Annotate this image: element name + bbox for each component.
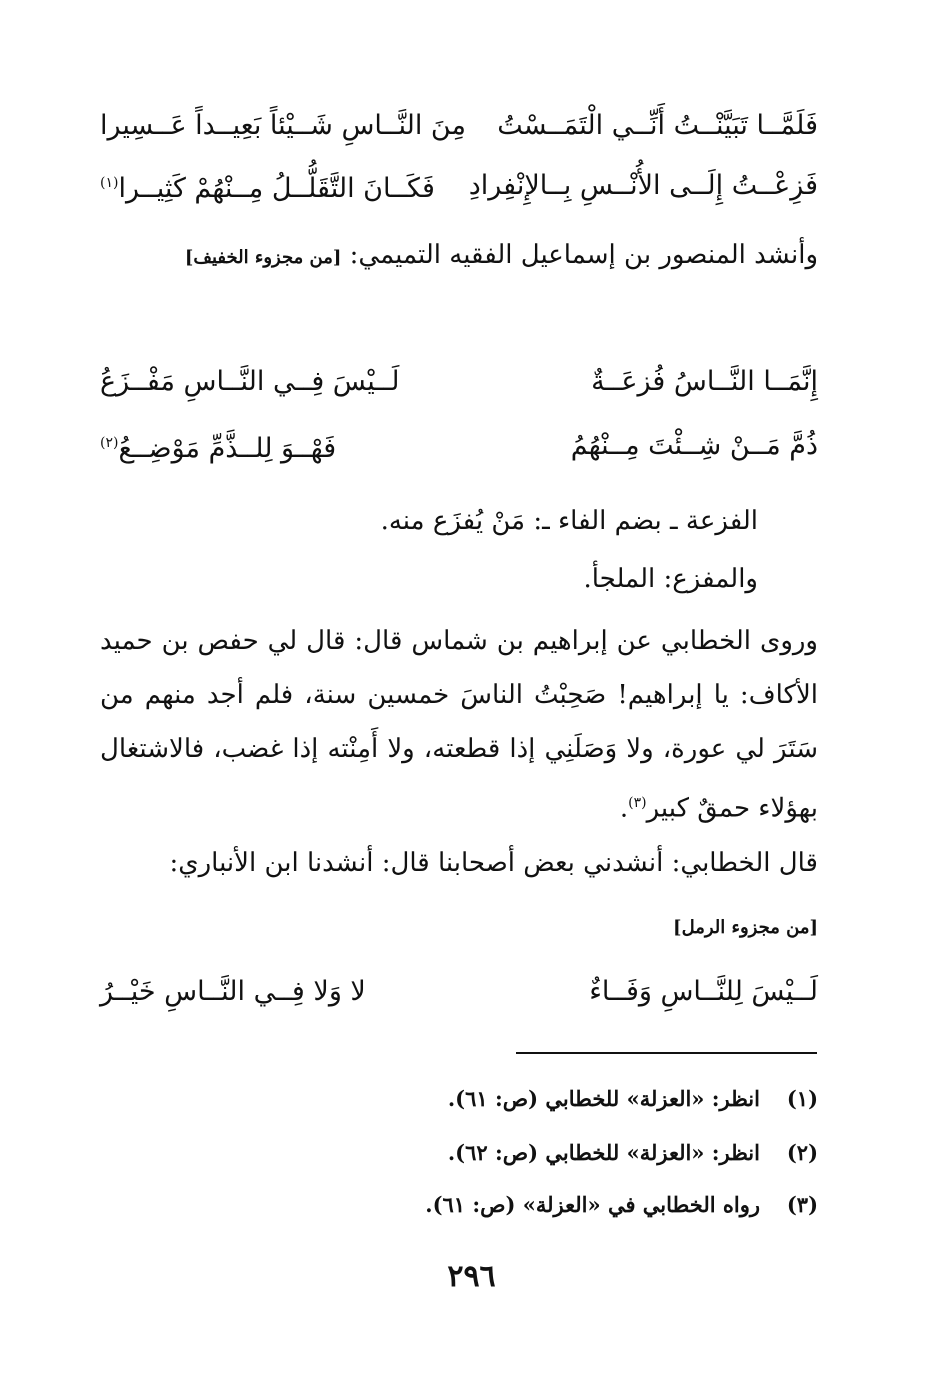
footnote-separator [516,1052,817,1054]
footnote-reference: (٢) [100,435,119,451]
verse-second-hemistich: لا وَلا فِــي النَّــاسِ خَيْــرُ [100,976,366,1007]
verse-introduction: قال الخطابي: أنشدني بعض أصحابنا قال: أنشدنا ابن الأنباري: [169,848,818,878]
meter-label: [من مجزوء الخفيف] [184,247,342,268]
verse-introduction [100,226,818,287]
paragraph-text: وروى الخطابي عن إبراهيم بن شماس قال: قال لي حفص بن حميد الأكاف: يا إبراهيم! صَحِبْتُ الناسَ خمسين سنة، فلم أجد منهم من سَتَرَ لي عورة، ولا وَصَلَنِي إذا قطعته، ولا أَمِنْته إذا غضب، فالاشتغال بهؤلاء حمقٌ كبير [100,626,818,824]
verse-line [100,964,818,1020]
meter-label: [من مجزوء الرمل] [673,917,818,938]
body-paragraph [100,614,818,836]
verse-line [100,158,818,214]
footnote-number: (١) [786,1085,818,1111]
verse-first-hemistich: ذُمَّ مَــنْ شِــئْتَ مِــنْهُمُ [570,430,818,461]
verse-second-hemistich: مِنَ النَّــاسِ شَــيْئاً بَعِيــداً عَــسِيرا [100,110,466,141]
paragraph-end: . [619,793,629,824]
footnote [300,1184,818,1224]
gloss-line: والمفزع: الملجأ. [583,564,758,594]
page-number: ٢٩٦ [447,1259,496,1294]
verse-second-hemistich [100,415,336,477]
footnote-text: انظر: «العزلة» للخطابي (ص: ٦١). [447,1085,760,1111]
verse-first-hemistich: لَــيْسَ لِلنَّــاسِ وَفَــاءٌ [589,976,818,1007]
verse-first-hemistich: فَزِعْــتُ إِلَــى الأُنْــسِ بِــالإِنْفِرادِ [468,170,818,201]
verse-text: فَهْــوَ لِلــذَّمِّ مَوْضِــعُ [118,433,337,464]
verse-first-hemistich: إِنَّمَــا النَّــاسُ فُزعَــةٌ [591,366,818,397]
gloss-line: الفزعة ـ بضم الفاء ـ: مَنْ يُفزَع منه. [380,506,758,536]
footnote-reference: (٣) [628,795,647,811]
footnote [300,1132,818,1172]
verse-line [100,418,818,474]
footnote-reference: (١) [100,175,119,191]
footnote-text: رواه الخطابي في «العزلة» (ص: ٦١). [425,1191,760,1217]
verse-line [100,98,818,154]
footnote-text: انظر: «العزلة» للخطابي (ص: ٦٢). [447,1139,760,1165]
verse-line [100,354,818,410]
footnote-number: (٣) [786,1191,818,1217]
footnote-number: (٢) [786,1139,818,1165]
verse-first-hemistich: فَلَمَّــا تَبَيَّنْــتُ أَنِّــي الْتَمَــسْتُ [497,110,818,141]
verse-second-hemistich [100,155,435,217]
footnote [300,1078,818,1118]
verse-second-hemistich: لَــيْسَ فِــي النَّــاسِ مَفْــزَعُ [100,366,400,397]
intro-text: وأنشد المنصور بن إسماعيل الفقيه التميمي: [349,240,818,270]
verse-text: فَكَــانَ التَّقَلُّــلُ مِــنْهُمْ كَثِيــرا [118,173,435,204]
